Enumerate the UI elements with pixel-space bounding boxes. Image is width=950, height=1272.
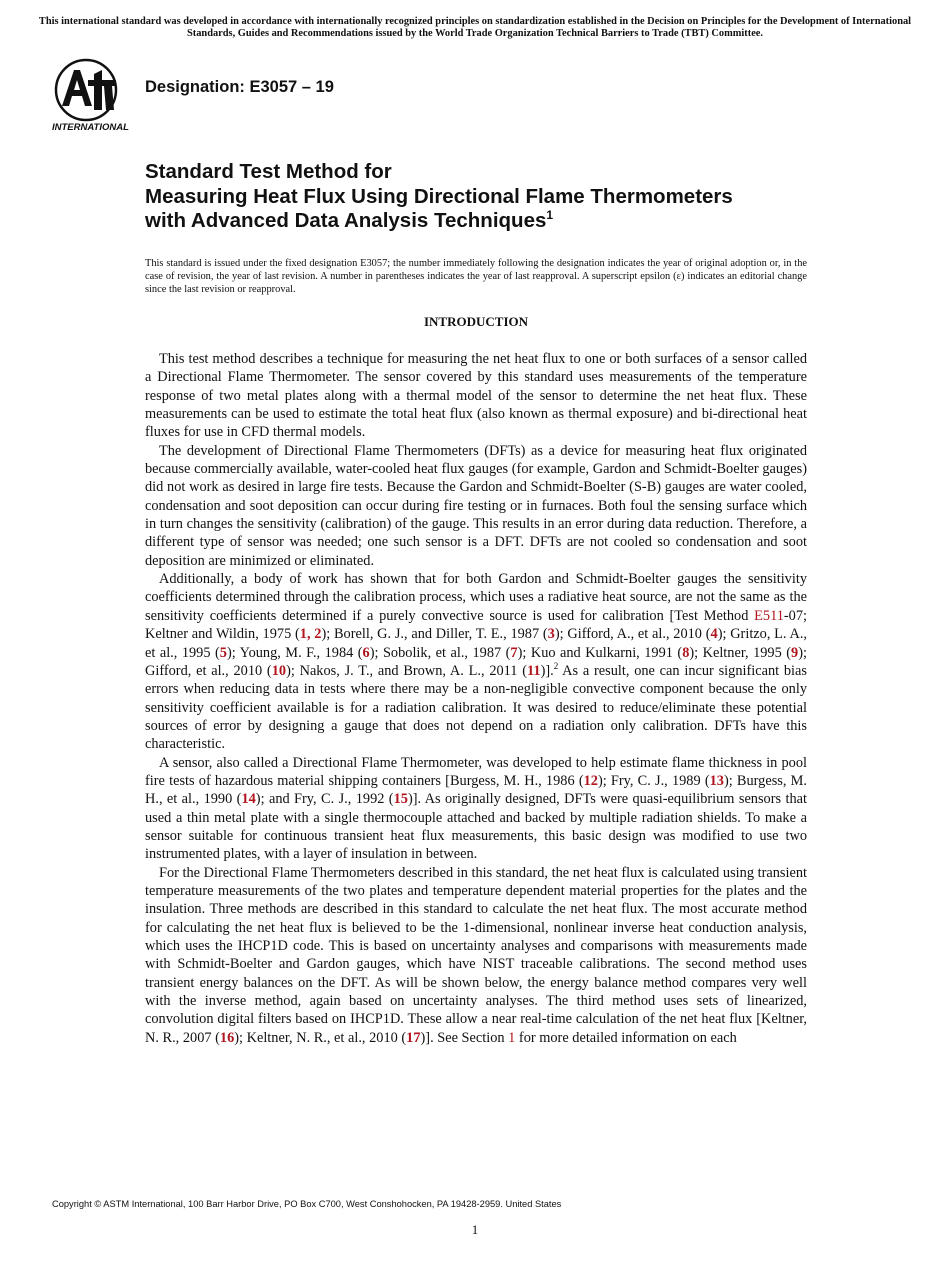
footnote-mark: 2 [553,661,559,672]
paragraph-4: A sensor, also called a Directional Flame Thermometer, was developed to help estimate flame thickness in pool fire tests of hazardous material shipping containers [Burgess, M. H., 1986 (12); Fry, C. J., 1989 (13); Burgess, M. H., et al., 1990 (14); and Fry, C. J., 1992 (15)]. As originally designed, DFTs were quasi-equilibrium sensors that used a thin metal plate with a single thermocouple attached and backed by multiple radiation shields. To make a sensor suitable for continuous transient heat flux measurements, this basic design was modified to use two instrumented plates, with a layer of insulation in between. [145,754,807,863]
section-link[interactable]: 1 [508,1029,516,1046]
astm-logo [52,56,134,134]
copyright-footer: Copyright © ASTM International, 100 Barr Harbor Drive, PO Box C700, West Conshohocken, PA 19428-2959. United States [52,1199,562,1209]
paragraph-5: For the Directional Flame Thermometers described in this standard, the net heat flux is calculated using transient temperature measurements of the two plates and temperature dependent material properties for the plates and the insulation. Three methods are described in this standard to calculate the net heat flux. The most accurate method for calculating the net heat flux is believed to be the 1-dimensional, nonlinear inverse heat conduction analysis, which uses the IHCP1D code. This is based on uncertainty analyses and comparisons with measurements made with Schmidt-Boelter and Gardon gauges, which have NIST traceable calibrations. The second method uses transient energy balances on the DFT. As will be shown below, the energy balance method compares very well with the inverse method, again based on uncertainty analyses. The third method uses sets of linearized, convolution digital filters based on IHCP1D. These allow a near real-time calculation of the net heat flux [Keltner, N. R., 2007 (16); Keltner, N. R., et al., 2010 (17)]. See Section 1 for more detailed information on each [145,864,807,1046]
citation-ref[interactable]: 10 [271,662,287,679]
citation-ref[interactable]: 1, 2 [299,626,322,643]
title-line-1: Standard Test Method for [145,160,392,183]
paragraph-3: Additionally, a body of work has shown that for both Gardon and Schmidt-Boelter gauges the sensitivity coefficients determined through the calibration process, which uses a radiative heat source, are not the same as the sensitivity coefficients determined if a purely convective source is used for calibration [Test Method E511-07; Keltner and Wildin, 1975 (1, 2); Borell, G. J., and Diller, T. E., 1987 (3); Gifford, A., et al., 2010 (4); Gritzo, L. A., et al., 1995 (5); Young, M. F., 1984 (6); Sobolik, et al., 1987 (7); Kuo and Kulkarni, 1991 (8); Keltner, 1995 (9); Gifford, et al., 2010 (10); Nakos, J. T., and Brown, A. L., 2011 (11)].$^2$ As a result, one can incur significant bias errors when reducing data in tests where there may be a non-negligible convective component because the only sensitivity coefficient available is for a radiation calibration. It was desired to reduce/eliminate these potential sources of error by designing a gauge that does not depend on a radiation only calibration. DFTs have this characteristic. [145,571,808,753]
designation: Designation: E3057 – 19 [145,78,334,96]
citation-ref[interactable]: 14 [241,791,256,808]
citation-ref[interactable]: 8 [682,644,690,661]
citation-ref[interactable]: 16 [219,1029,235,1046]
standards-notice: This international standard was developed in accordance with internationally recognized principles on standardization established in the Decision on Principles for the Development of International Standards, Guides and Recommendations issued by the World Trade Organization Technical Barriers to Trade (TBT) Committee. [38,16,912,39]
title-line-2: Measuring Heat Flux Using Directional Flame Thermometers [145,184,733,208]
citation-ref[interactable]: 5 [219,644,227,661]
citation-ref[interactable]: 7 [510,644,518,661]
citation-ref[interactable]: 13 [709,772,724,789]
title-line-3: with Advanced Data Analysis Techniques$^1$ [145,208,554,232]
citation-ref[interactable]: 4 [710,626,718,643]
issuance-note: This standard is issued under the fixed designation E3057; the number immediately following the designation indicates the year of original adoption or, in the case of revision, the year of last revision. A number in parentheses indicates the year of last reapproval. A superscript epsilon (ε) indicates an editorial change since the last revision or reapproval. [145,258,807,296]
document-title [145,160,835,234]
citation-ref[interactable]: 12 [583,772,598,789]
citation-ref[interactable]: 3 [547,626,555,643]
page-number: 1 [471,1222,479,1237]
citation-ref[interactable]: 9 [791,644,799,661]
paragraph-2: The development of Directional Flame Thermometers (DFTs) as a device for measuring heat flux originated because commercially available, water-cooled heat flux gauges (for example, Gardon and Schmidt-Boelter gauges) did not work as desired in large fire tests. Because the Gardon and Schmidt-Boelter (S-B) gauges are water cooled, condensation and soot deposition can occur during fire testing or in furnaces. Both foul the sensing surface which in turn changes the sensitivity (calibration) of the gauge. This results in an error during data reduction. Therefore, a different type of sensor was needed; one such sensor is a DFT. DFTs are not cooled so condensation and soot deposition are minimized or eliminated. [145,442,807,569]
citation-ref[interactable]: 6 [362,644,370,661]
citation-ref[interactable]: 15 [393,791,408,808]
title-footnote-mark: 1 [546,208,554,223]
logo-text: INTERNATIONAL [52,122,129,133]
paragraph-1: This test method describes a technique for measuring the net heat flux to one or both surfaces of a sensor called a Directional Flame Thermometer. The sensor covered by this standard uses measurements of the temperature response of two metal plates along with a thermal model of the sensor to determine the net heat flux. These measurements can be used to estimate the total heat flux (also known as thermal exposure) and bi-directional heat fluxes for use in CFD thermal models. [145,351,807,441]
standard-link-e511[interactable]: E511 [754,607,784,624]
introduction-heading: INTRODUCTION [423,314,528,329]
introduction-body [145,350,807,1047]
citation-ref[interactable]: 11 [527,662,541,679]
citation-ref[interactable]: 17 [406,1029,421,1046]
